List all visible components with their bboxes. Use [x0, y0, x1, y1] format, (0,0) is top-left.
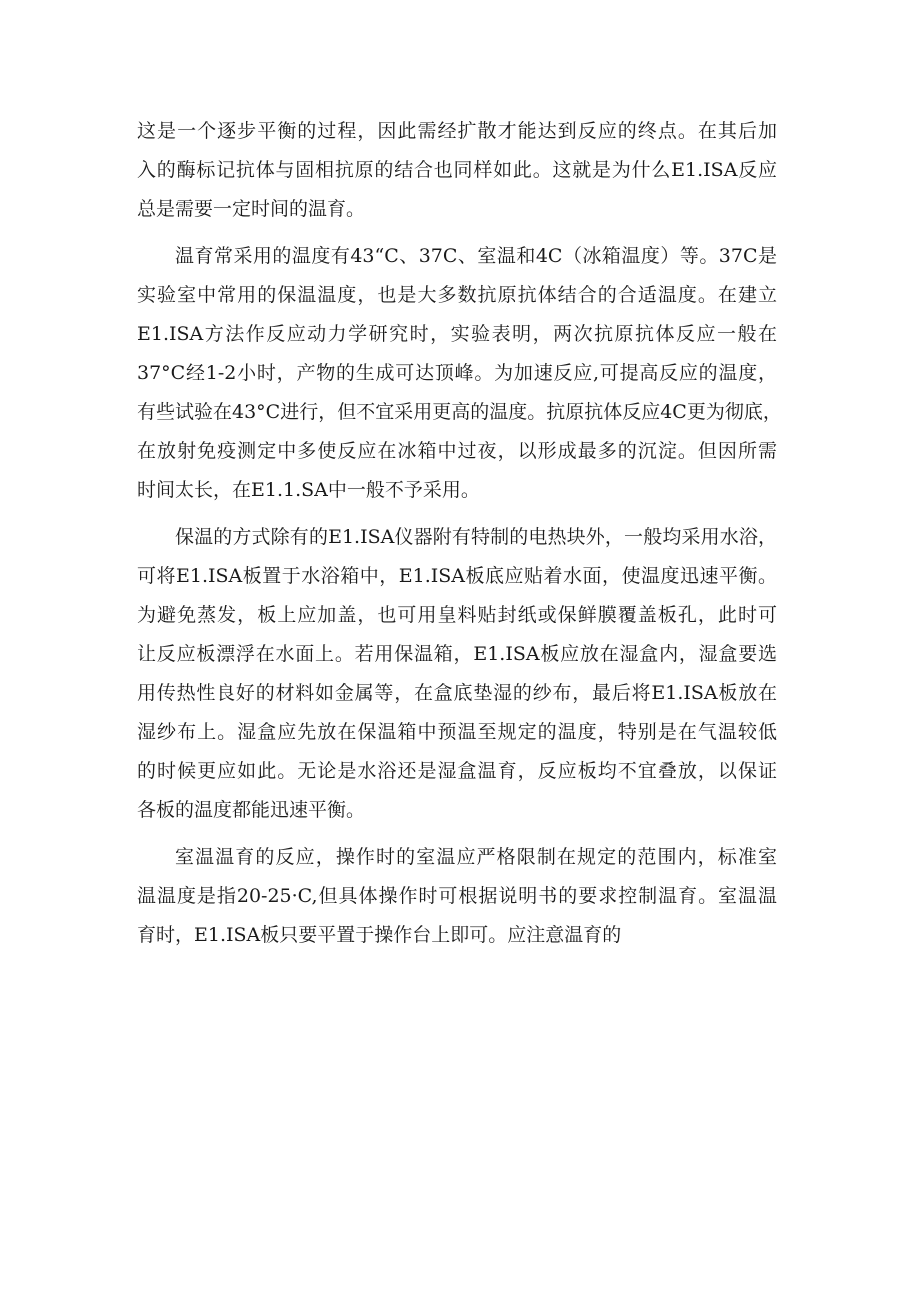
text-line: 育时，E1.ISA板只要平置于操作台上即可。应注意温育的 — [137, 924, 622, 946]
text-line: E1.ISA方法作反应动力学研究时，实验表明，两次抗原抗体反应一般在 — [137, 323, 777, 345]
document-body — [137, 112, 782, 955]
text-line: 有些试验在43°C进行，但不宜采用更高的温度。抗原抗体反应4C更为彻底， — [137, 401, 782, 423]
text-line: 温温度是指20-25·C,但具体操作时可根据说明书的要求控制温育。室温温 — [137, 885, 777, 907]
paragraph-3 — [137, 518, 777, 830]
text-line: 温育常采用的温度有43“C、37C、室温和4C（冰箱温度）等。37C是 — [175, 245, 777, 267]
text-line: 湿纱布上。湿盒应先放在保温箱中预温至规定的温度，特别是在气温较低 — [137, 721, 777, 743]
text-line: 为避免蒸发，板上应加盖，也可用皇料贴封纸或保鲜膜覆盖板孔，此时可 — [137, 604, 777, 626]
text-line: 让反应板漂浮在水面上。若用保温箱，E1.ISA板应放在湿盒内，湿盒要选 — [137, 643, 777, 665]
text-line: 室温温育的反应，操作时的室温应严格限制在规定的范围内，标准室 — [175, 846, 777, 868]
paragraph-2 — [137, 237, 782, 510]
text-line: 实验室中常用的保温温度，也是大多数抗原抗体结合的合适温度。在建立 — [137, 284, 777, 306]
text-line: 时间太长，在E1.1.SA中一般不予采用。 — [137, 479, 480, 501]
text-line: 用传热性良好的材料如金属等，在盒底垫湿的纱布，最后将E1.ISA板放在 — [137, 682, 777, 704]
text-line: 这是一个逐步平衡的过程，因此需经扩散才能达到反应的终点。在其后加 — [137, 120, 777, 142]
text-line: 在放射免疫测定中多使反应在冰箱中过夜，以形成最多的沉淀。但因所需 — [137, 440, 777, 462]
paragraph-4 — [137, 838, 777, 955]
text-line: 37°C经1-2小时，产物的生成可达顶峰。为加速反应,可提高反应的温度， — [137, 362, 777, 384]
text-line: 各板的温度都能迅速平衡。 — [137, 799, 366, 821]
text-line: 的时候更应如此。无论是水浴还是湿盒温育，反应板均不宜叠放，以保证 — [137, 760, 777, 782]
paragraph-1 — [137, 112, 777, 229]
text-line: 保温的方式除有的E1.ISA仪器附有特制的电热块外，一般均采用水浴， — [175, 526, 777, 548]
text-line: 总是需要一定时间的温育。 — [137, 198, 366, 220]
text-line: 可将E1.ISA板置于水浴箱中，E1.ISA板底应贴着水面，使温度迅速平衡。 — [137, 565, 777, 587]
text-line: 入的酶标记抗体与固相抗原的结合也同样如此。这就是为什么E1.ISA反应 — [137, 159, 777, 181]
